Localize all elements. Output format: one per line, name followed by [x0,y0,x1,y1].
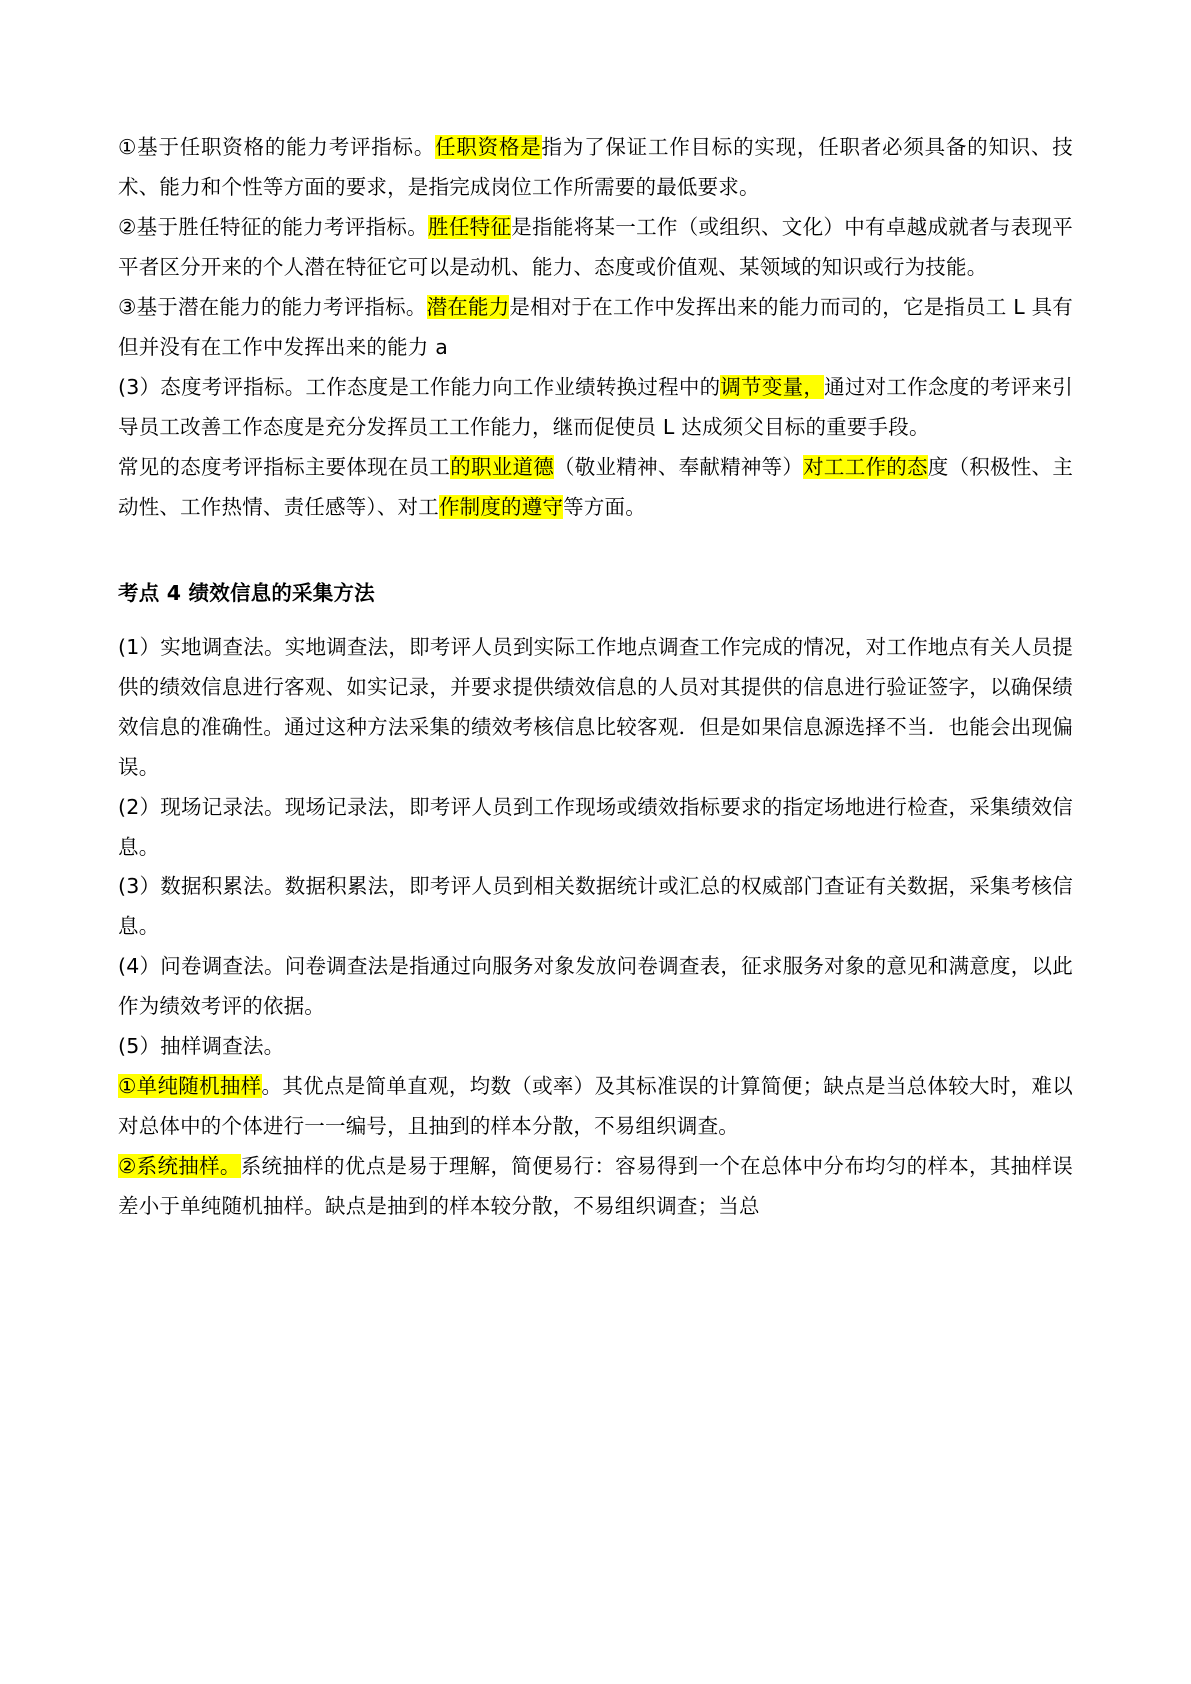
highlighted-text: 调节变量， [720,374,825,399]
body-text: 。其优点是简单直观，均数（或率）及其标准误的计算简便；缺点是当总体较大时，难以对总体中的个体进行一一编号，且抽到的样本分散，不易组织调查。 [118,1074,1073,1139]
highlighted-text: 胜任特征 [428,214,512,239]
paragraph [118,128,1073,208]
highlighted-text: 潜在能力 [426,294,510,319]
body-text: (1）实地调查法。实地调查法，即考评人员到实际工作地点调查工作完成的情况，对工作地点有关人员提供的绩效信息进行客观、如实记录，并要求提供绩效信息的人员对其提供的信息进行验证签字，以确保绩效信息的准确性。通过这种方法采集的绩效考核信息比较客观．但是如果信息源选择不当．也能会出现偏误。 [118,634,1073,779]
highlighted-text: ①单纯随机抽样 [118,1074,262,1099]
highlighted-text: 的职业道德 [450,454,555,479]
paragraph [118,628,1073,788]
highlighted-text: 任职资格是 [435,135,542,159]
section-heading: 考点 4 绩效信息的采集方法 [118,580,375,605]
body-text: 常见的态度考评指标主要体现在员工 [118,454,451,479]
body-text: 等方面。 [563,494,646,519]
body-text: (3）态度考评指标。工作态度是工作能力向工作业绩转换过程中的 [118,374,721,399]
paragraph [118,448,1073,528]
paragraph [118,947,1073,1027]
highlighted-text: 对工工作的态 [803,454,928,479]
body-text: (3）数据积累法。数据积累法，即考评人员到相关数据统计或汇总的权威部门查证有关数据，采集考核信息。 [118,874,1073,939]
paragraph [118,1027,1073,1067]
highlighted-text: ②系统抽样。 [118,1154,241,1179]
paragraph [118,1147,1073,1227]
body-text: (2）现场记录法。现场记录法，即考评人员到工作现场或绩效指标要求的指定场地进行检查，采集绩效信息。 [118,794,1073,859]
body-text: 度（积极性、主动性、工作热情、责任感等）、对工 [118,454,1074,519]
body-text: 是指能将某一工作（或组织、文化）中有卓越成就者与表现平平者区分开来的个人潜在特征它可以是动机、能力、态度或价值观、某领域的知识或行为技能。 [118,214,1073,279]
paragraph [118,368,1073,448]
body-text: 指为了保证工作目标的实现，任职者必须具备的知识、技术、能力和个性等方面的要求，是指完成岗位工作所需要的最低要求。 [118,135,1073,199]
highlighted-text: 作制度的遵守 [438,494,564,519]
paragraph [118,208,1073,288]
body-text: （敬业精神、奉献精神等） [554,454,804,479]
body-text: (5）抽样调查法。 [118,1034,285,1059]
body-text: 是相对于在工作中发挥出来的能力而司的，它是指员工 L 具有但并没有在工作中发挥出来的能力 a [118,294,1073,359]
section-spacer [118,528,1073,574]
body-text: ②基于胜任特征的能力考评指标。 [118,214,429,239]
body-text: ①基于任职资格的能力考评指标。 [118,135,436,159]
paragraph [118,867,1073,947]
heading-spacer [118,614,1073,628]
paragraph [118,1067,1073,1147]
paragraph-group-bottom [118,628,1073,1228]
paragraph-group-top [118,128,1073,528]
paragraph [118,288,1073,368]
body-text: ③基于潜在能力的能力考评指标。 [118,294,427,319]
body-text: (4）问卷调查法。问卷调查法是指通过向服务对象发放问卷调查表，征求服务对象的意见和满意度，以此作为绩效考评的依据。 [118,954,1073,1019]
body-text: 通过对工作念度的考评来引导员工改善工作态度是充分发挥员工工作能力，继而促使员 L 达成须父目标的重要手段。 [118,374,1073,439]
paragraph [118,788,1073,868]
body-text: 系统抽样的优点是易于理解，简便易行：容易得到一个在总体中分布均匀的样本，其抽样误差小于单纯随机抽样。缺点是抽到的样本较分散，不易组织调查；当总 [118,1154,1073,1219]
